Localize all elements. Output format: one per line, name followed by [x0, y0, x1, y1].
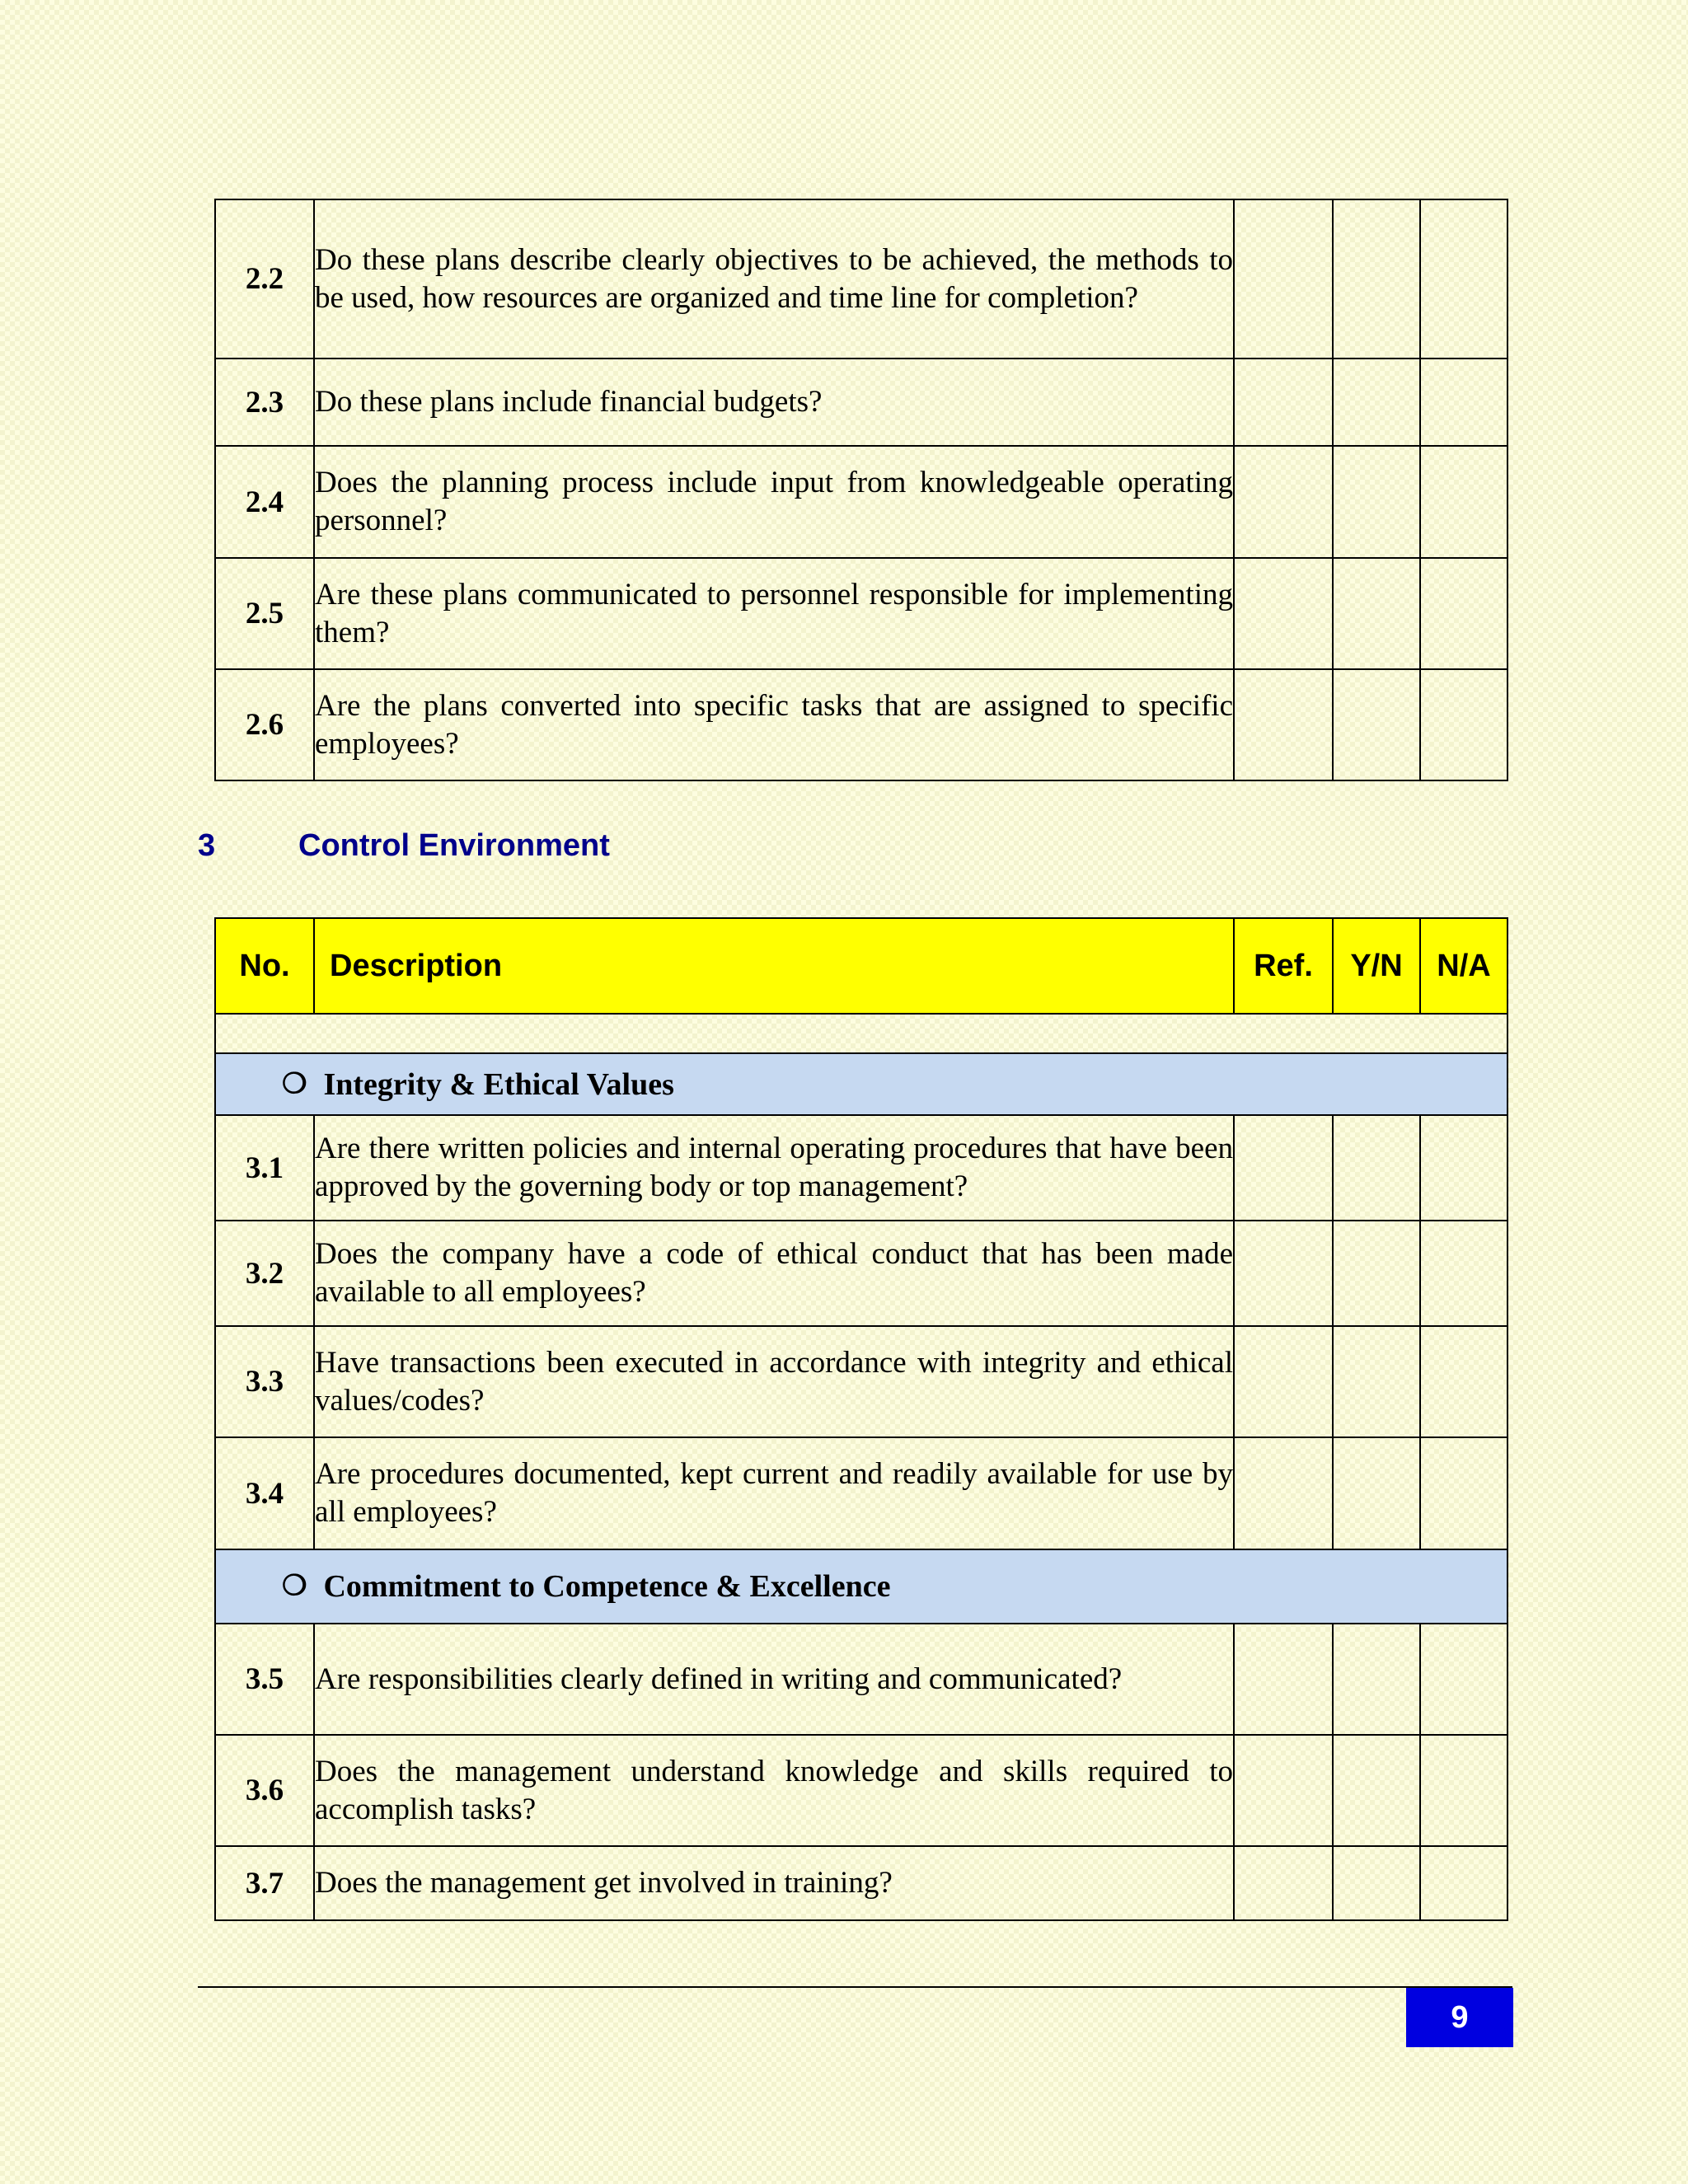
row-description: Do these plans describe clearly objectives to be achieved, the methods to be used, how resources are organized and time line for completion?	[314, 199, 1234, 359]
header-description: Description	[314, 918, 1234, 1014]
header-no: No.	[215, 918, 314, 1014]
table-row	[215, 669, 1507, 780]
ref-cell[interactable]	[1234, 1221, 1333, 1326]
table-row	[215, 1624, 1507, 1735]
ref-cell[interactable]	[1234, 1326, 1333, 1437]
na-cell[interactable]	[1420, 1437, 1507, 1549]
ref-cell[interactable]	[1234, 1846, 1333, 1920]
row-number: 3.6	[215, 1735, 314, 1846]
row-number: 3.5	[215, 1624, 314, 1735]
na-cell[interactable]	[1420, 446, 1507, 558]
na-cell[interactable]	[1420, 558, 1507, 669]
ref-cell[interactable]	[1234, 446, 1333, 558]
row-description: Does the management get involved in training?	[314, 1846, 1234, 1920]
table-header-row	[215, 918, 1507, 1014]
yn-cell[interactable]	[1333, 669, 1420, 780]
row-description: Does the management understand knowledge and skills required to accomplish tasks?	[314, 1735, 1234, 1846]
page-number-badge	[1406, 1988, 1513, 2047]
row-description: Do these plans include financial budgets?	[314, 359, 1234, 446]
table-row	[215, 1326, 1507, 1437]
na-cell[interactable]	[1420, 359, 1507, 446]
table-row	[215, 558, 1507, 669]
na-cell[interactable]	[1420, 1115, 1507, 1221]
table-row	[215, 359, 1507, 446]
checklist-table-control-environment	[214, 917, 1508, 1921]
ref-cell[interactable]	[1234, 1735, 1333, 1846]
row-number: 2.2	[215, 199, 314, 359]
row-description: Does the planning process include input from knowledgeable operating personnel?	[314, 446, 1234, 558]
yn-cell[interactable]	[1333, 1735, 1420, 1846]
yn-cell[interactable]	[1333, 1115, 1420, 1221]
ref-cell[interactable]	[1234, 558, 1333, 669]
yn-cell[interactable]	[1333, 446, 1420, 558]
circle-bullet-icon: ❍	[282, 1068, 307, 1099]
row-description: Are there written policies and internal operating procedures that have been approved by the governing body or top management?	[314, 1115, 1234, 1221]
row-number: 3.7	[215, 1846, 314, 1920]
row-number: 3.2	[215, 1221, 314, 1326]
row-number: 3.1	[215, 1115, 314, 1221]
yn-cell[interactable]	[1333, 1326, 1420, 1437]
footer-divider	[198, 1986, 1512, 1988]
row-description: Are these plans communicated to personnel responsible for implementing them?	[314, 558, 1234, 669]
na-cell[interactable]	[1420, 1221, 1507, 1326]
table-row	[215, 1735, 1507, 1846]
na-cell[interactable]	[1420, 669, 1507, 780]
header-ref: Ref.	[1234, 918, 1333, 1014]
section-number: 3	[198, 828, 216, 863]
yn-cell[interactable]	[1333, 1437, 1420, 1549]
yn-cell[interactable]	[1333, 1221, 1420, 1326]
yn-cell[interactable]	[1333, 1846, 1420, 1920]
subsection-cell	[215, 1053, 1507, 1115]
row-number: 2.5	[215, 558, 314, 669]
row-description: Does the company have a code of ethical conduct that has been made available to all employees?	[314, 1221, 1234, 1326]
header-yn: Y/N	[1333, 918, 1420, 1014]
na-cell[interactable]	[1420, 1735, 1507, 1846]
table-row	[215, 1221, 1507, 1326]
yn-cell[interactable]	[1333, 199, 1420, 359]
table-row	[215, 1115, 1507, 1221]
subsection-cell	[215, 1549, 1507, 1624]
row-number: 3.3	[215, 1326, 314, 1437]
subsection-title: Integrity & Ethical Values	[323, 1066, 674, 1102]
row-number: 2.4	[215, 446, 314, 558]
spacer-cell	[215, 1014, 1507, 1053]
yn-cell[interactable]	[1333, 558, 1420, 669]
ref-cell[interactable]	[1234, 359, 1333, 446]
table-row	[215, 446, 1507, 558]
subsection-row	[215, 1053, 1507, 1115]
na-cell[interactable]	[1420, 199, 1507, 359]
circle-bullet-icon: ❍	[282, 1571, 307, 1601]
row-description: Are responsibilities clearly defined in writing and communicated?	[314, 1624, 1234, 1735]
page-number: 9	[1451, 1999, 1469, 2035]
row-number: 2.6	[215, 669, 314, 780]
section-title: Control Environment	[298, 828, 610, 863]
na-cell[interactable]	[1420, 1326, 1507, 1437]
yn-cell[interactable]	[1333, 1624, 1420, 1735]
row-description: Have transactions been executed in accordance with integrity and ethical values/codes?	[314, 1326, 1234, 1437]
checklist-table-planning	[214, 199, 1508, 781]
table-row	[215, 199, 1507, 359]
subsection-title: Commitment to Competence & Excellence	[323, 1569, 891, 1604]
yn-cell[interactable]	[1333, 359, 1420, 446]
spacer-row	[215, 1014, 1507, 1053]
table-row	[215, 1437, 1507, 1549]
ref-cell[interactable]	[1234, 199, 1333, 359]
row-description: Are procedures documented, kept current and readily available for use by all employees?	[314, 1437, 1234, 1549]
subsection-row	[215, 1549, 1507, 1624]
row-description: Are the plans converted into specific tasks that are assigned to specific employees?	[314, 669, 1234, 780]
na-cell[interactable]	[1420, 1846, 1507, 1920]
ref-cell[interactable]	[1234, 1437, 1333, 1549]
row-number: 3.4	[215, 1437, 314, 1549]
row-number: 2.3	[215, 359, 314, 446]
ref-cell[interactable]	[1234, 669, 1333, 780]
section-heading	[198, 828, 610, 864]
header-na: N/A	[1420, 918, 1507, 1014]
table-row	[215, 1846, 1507, 1920]
ref-cell[interactable]	[1234, 1115, 1333, 1221]
na-cell[interactable]	[1420, 1624, 1507, 1735]
ref-cell[interactable]	[1234, 1624, 1333, 1735]
